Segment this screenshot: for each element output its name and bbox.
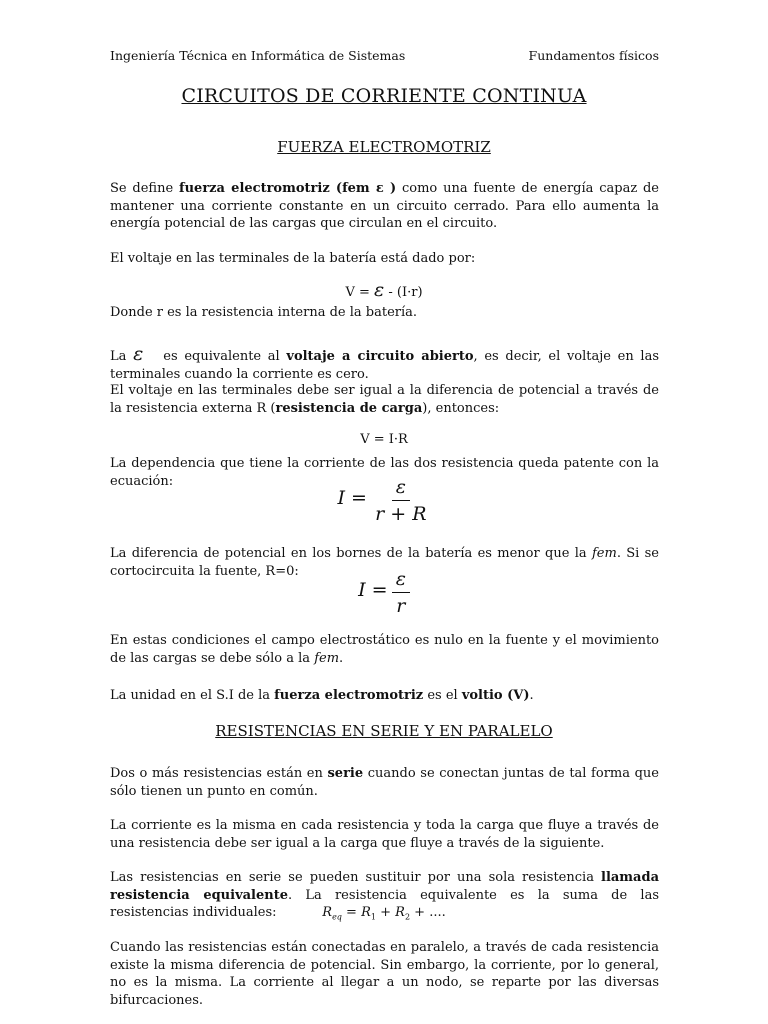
text: La diferencia de potencial en los bornes de la batería es menor que la	[110, 546, 592, 561]
text: .	[339, 650, 344, 666]
epsilon-symbol: ε	[374, 279, 385, 301]
paragraph-fem-definition	[110, 180, 659, 233]
text: Se define	[110, 181, 179, 196]
text: .	[529, 688, 534, 703]
numerator: ε	[392, 474, 410, 501]
text: La unidad en el S.I de la	[110, 688, 275, 703]
text: cuando se conectan juntas de tal forma que sólo tienen un punto en común.	[110, 766, 659, 799]
bold-term: llamada resistencia equivalente	[110, 870, 659, 903]
eq-symbol: R	[395, 905, 405, 920]
eq-lhs: I =	[358, 579, 388, 601]
text: es el	[423, 688, 462, 703]
paragraph-voltage-intro: El voltaje en las terminales de la batería está dado por:	[110, 251, 476, 266]
paragraph-parallel: Cuando las resistencias están conectadas en paralelo, a través de cada resistencia existe la misma diferencia de potencial. Sin embargo, la corriente, por lo general, no es la misma. La corriente al llegar a un nodo, se reparte por las diversas bifurcaciones.	[110, 940, 659, 1008]
paragraph-series-current: La corriente es la misma en cada resistencia y toda la carga que fluye a través de una resistencia debe ser igual a la carga que fluye a través de la siguiente.	[110, 818, 659, 851]
text: La	[110, 349, 134, 364]
header-right: Fundamentos físicos	[528, 48, 659, 63]
eq-symbol: R	[361, 905, 371, 920]
equation-current-total	[0, 474, 768, 527]
text: Las resistencias en serie se pueden sustituir por una sola resistencia	[110, 870, 601, 885]
page-title: CIRCUITOS DE CORRIENTE CONTINUA	[181, 85, 587, 107]
bold-term: fuerza electromotriz	[274, 688, 424, 703]
bold-term: voltio (V)	[461, 688, 530, 703]
eq-lhs: I =	[337, 487, 367, 509]
section-heading-fem: FUERZA ELECTROMOTRIZ	[277, 138, 491, 156]
text: El voltaje en las terminales debe ser igual a la diferencia de potencial a través de la resistencia externa R (	[110, 383, 659, 416]
eq-operator: +	[375, 905, 396, 920]
paragraph-electrostatic-field	[110, 632, 659, 667]
denominator: r + R	[375, 503, 427, 525]
denominator: r	[396, 595, 406, 617]
equation-series-sum	[0, 905, 768, 922]
paragraph-external-resistance	[110, 382, 659, 417]
fraction	[392, 566, 410, 619]
equation-terminal-voltage	[0, 279, 768, 301]
fraction	[371, 474, 430, 527]
equation-current-short	[0, 566, 768, 619]
paragraph-internal-resistance: Donde r es la resistencia interna de la batería.	[110, 305, 418, 320]
paragraph-current-dependence: La dependencia que tiene la corriente de las dos resistencia queda patente con la ecuación:	[110, 456, 659, 489]
section-heading-resistances: RESISTENCIAS EN SERIE Y EN PARALELO	[215, 722, 553, 740]
eq-subscript: 1	[370, 912, 376, 922]
text: ), entonces:	[422, 400, 500, 416]
text: . Si se cortocircuita la fuente, R=0:	[110, 546, 659, 579]
text: , es decir, el voltaje en las terminales cuando la corriente es cero.	[110, 349, 659, 382]
header-left: Ingeniería Técnica en Informática de Sistemas	[110, 48, 406, 63]
epsilon-symbol: ε	[133, 343, 144, 365]
bold-term: voltaje a circuito abierto	[286, 349, 474, 364]
text: como una fuente de energía capaz de mantener una corriente constante en un circuito cerrado. Para ello aumenta la energía potencial de las cargas que circulan en el circuito.	[110, 181, 660, 231]
eq-subscript: eq	[332, 912, 342, 922]
text: Dos o más resistencias están en	[110, 766, 328, 781]
eq-v: V =	[345, 285, 370, 300]
italic-term: fem	[314, 650, 340, 666]
bold-term-fem: fuerza electromotriz (fem ε )	[179, 181, 397, 196]
text: En estas condiciones el campo electrostático es nulo en la fuente y el movimiento de las cargas se debe sólo a la	[110, 633, 659, 666]
italic-term: fem	[591, 546, 617, 561]
text: es equivalente al	[143, 349, 287, 364]
paragraph-series-definition	[110, 765, 659, 800]
numerator: ε	[392, 566, 410, 593]
text: . La resistencia equivalente es la suma de las resistencias individuales:	[110, 887, 659, 920]
eq-subscript: 2	[404, 912, 411, 922]
equation-ohm: V = I·R	[360, 432, 408, 447]
paragraph-open-circuit	[110, 343, 659, 383]
paragraph-si-unit	[110, 687, 659, 705]
eq-operator: =	[341, 905, 362, 920]
bold-term: serie	[327, 766, 364, 781]
eq-rest: - (I·r)	[388, 285, 423, 300]
bold-term: resistencia de carga	[275, 400, 423, 416]
eq-operator: + ....	[410, 905, 446, 920]
eq-symbol: R	[322, 905, 333, 920]
